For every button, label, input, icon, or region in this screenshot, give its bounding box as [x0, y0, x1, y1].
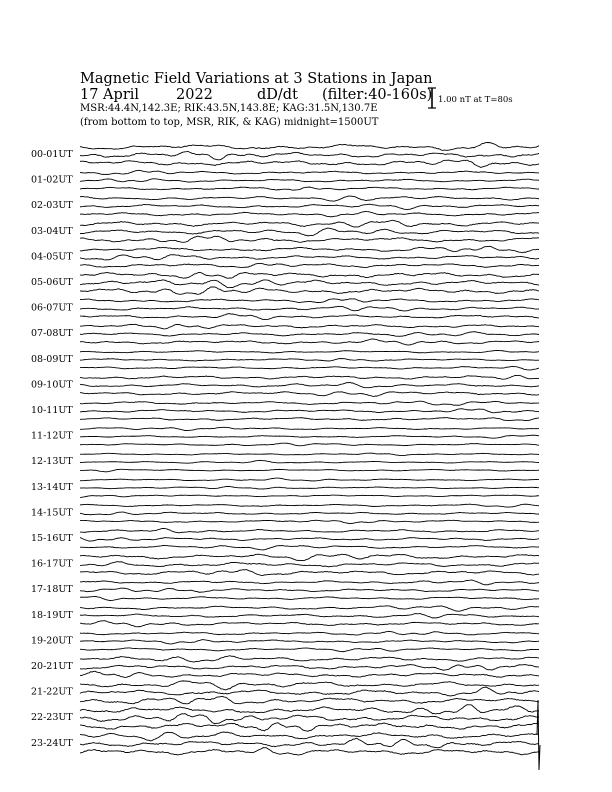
trace-msr	[80, 236, 539, 242]
trace-kag	[80, 528, 539, 532]
trace-kag	[80, 504, 539, 507]
chart-title: Magnetic Field Variations at 3 Stations in Japan	[80, 71, 433, 87]
hour-row-label: 05-06UT	[31, 277, 73, 288]
hour-row-label: 04-05UT	[31, 251, 73, 263]
hour-row-label: 06-07UT	[31, 302, 73, 314]
trace-kag	[80, 142, 539, 150]
trace-msr	[80, 187, 539, 190]
trace-msr	[80, 671, 539, 677]
hour-row-label: 22-23UT	[31, 712, 73, 724]
trace-kag	[80, 606, 539, 611]
trace-msr	[80, 621, 539, 627]
trace-msr	[80, 339, 539, 345]
chart-year: 2022	[176, 87, 213, 103]
station-coordinates: MSR:44.4N,142.3E; RIK:43.5N,143.8E; KAG:31.5N,130.7E	[80, 103, 378, 114]
hour-row-label: 20-21UT	[31, 661, 73, 672]
trace-rik	[80, 687, 539, 696]
trace-rik	[80, 486, 539, 489]
hour-row-label: 19-20UT	[31, 635, 73, 647]
trace-rik	[80, 409, 539, 413]
chart-unit: dD/dt	[257, 87, 298, 103]
hour-row-label: 11-12UT	[31, 430, 73, 442]
trace-msr	[80, 263, 539, 267]
trace-kag	[80, 299, 539, 303]
trace-rik	[80, 588, 539, 592]
trace-kag	[80, 375, 539, 379]
trace-msr	[80, 418, 539, 421]
trace-rik	[80, 460, 539, 463]
trace-kag	[80, 196, 539, 201]
trace-kag	[80, 478, 539, 481]
hour-row-label: 09-10UT	[31, 379, 73, 391]
station-order-note: (from bottom to top, MSR, RIK, & KAG) midnight=1500UT	[80, 117, 379, 128]
trace-rik	[80, 228, 539, 236]
trace-rik	[80, 179, 539, 182]
trace-msr	[80, 545, 539, 549]
hour-row-label: 03-04UT	[31, 225, 73, 237]
trace-msr	[80, 366, 539, 369]
hour-row-label: 00-01UT	[31, 149, 73, 160]
hour-row-label: 12-13UT	[31, 456, 73, 468]
trace-kag	[80, 453, 539, 455]
trace-rik	[80, 306, 539, 311]
trace-kag	[80, 656, 539, 662]
hour-row-label: 10-11UT	[31, 405, 73, 416]
trace-msr	[80, 314, 539, 320]
trace-kag	[80, 580, 539, 585]
trace-rik	[80, 640, 539, 644]
trace-kag	[80, 732, 539, 741]
trace-msr	[80, 570, 539, 576]
trace-rik	[80, 204, 539, 209]
trace-msr	[80, 495, 539, 497]
trace-kag	[80, 220, 539, 227]
trace-kag	[80, 705, 539, 714]
trace-rik	[80, 435, 539, 438]
trace-spike	[537, 700, 540, 770]
hour-row-label: 18-19UT	[31, 609, 73, 621]
hour-row-label: 23-24UT	[31, 737, 73, 749]
trace-rik	[80, 359, 539, 361]
trace-kag	[80, 324, 539, 329]
trace-rik	[80, 280, 539, 288]
trace-msr	[80, 723, 539, 732]
hour-row-label: 08-09UT	[31, 353, 73, 365]
trace-msr	[80, 469, 539, 472]
trace-msr	[80, 443, 539, 446]
trace-kag	[80, 681, 539, 690]
trace-kag	[80, 170, 539, 174]
hour-row-label: 14-15UT	[31, 507, 73, 519]
chart-date: 17 April	[80, 87, 140, 103]
hour-row-label: 16-17UT	[31, 558, 73, 570]
trace-kag	[80, 401, 539, 405]
trace-msr	[80, 648, 539, 652]
trace-rik	[80, 512, 539, 515]
trace-kag	[80, 272, 539, 278]
hour-row-label: 21-22UT	[31, 686, 73, 698]
trace-msr	[80, 160, 539, 167]
trace-kag	[80, 554, 539, 560]
trace-msr	[80, 520, 539, 523]
chart-filter: (filter:40-160s)	[322, 87, 433, 103]
scale-bar-label: 1.00 nT at T=80s	[438, 95, 513, 105]
trace-msr	[80, 392, 539, 397]
trace-kag	[80, 427, 539, 430]
trace-msr	[80, 596, 539, 600]
trace-rik	[80, 151, 539, 159]
trace-msr	[80, 696, 539, 703]
trace-kag	[80, 632, 539, 636]
trace-rik	[80, 614, 539, 618]
trace-rik	[80, 714, 539, 724]
trace-msr	[80, 287, 539, 294]
hour-row-label: 17-18UT	[31, 584, 73, 596]
hour-row-label: 07-08UT	[31, 328, 73, 340]
hour-row-label: 02-03UT	[31, 200, 73, 212]
hour-row-label: 01-02UT	[31, 174, 73, 186]
hour-row-label: 15-16UT	[31, 533, 73, 544]
trace-rik	[80, 382, 539, 387]
trace-kag	[80, 246, 539, 252]
trace-rik	[80, 537, 539, 541]
trace-rik	[80, 255, 539, 260]
trace-rik	[80, 665, 539, 671]
trace-rik	[80, 332, 539, 337]
hour-row-label: 13-14UT	[31, 481, 73, 493]
trace-kag	[80, 350, 539, 353]
trace-msr	[80, 748, 539, 755]
trace-rik	[80, 562, 539, 567]
trace-msr	[80, 211, 539, 216]
